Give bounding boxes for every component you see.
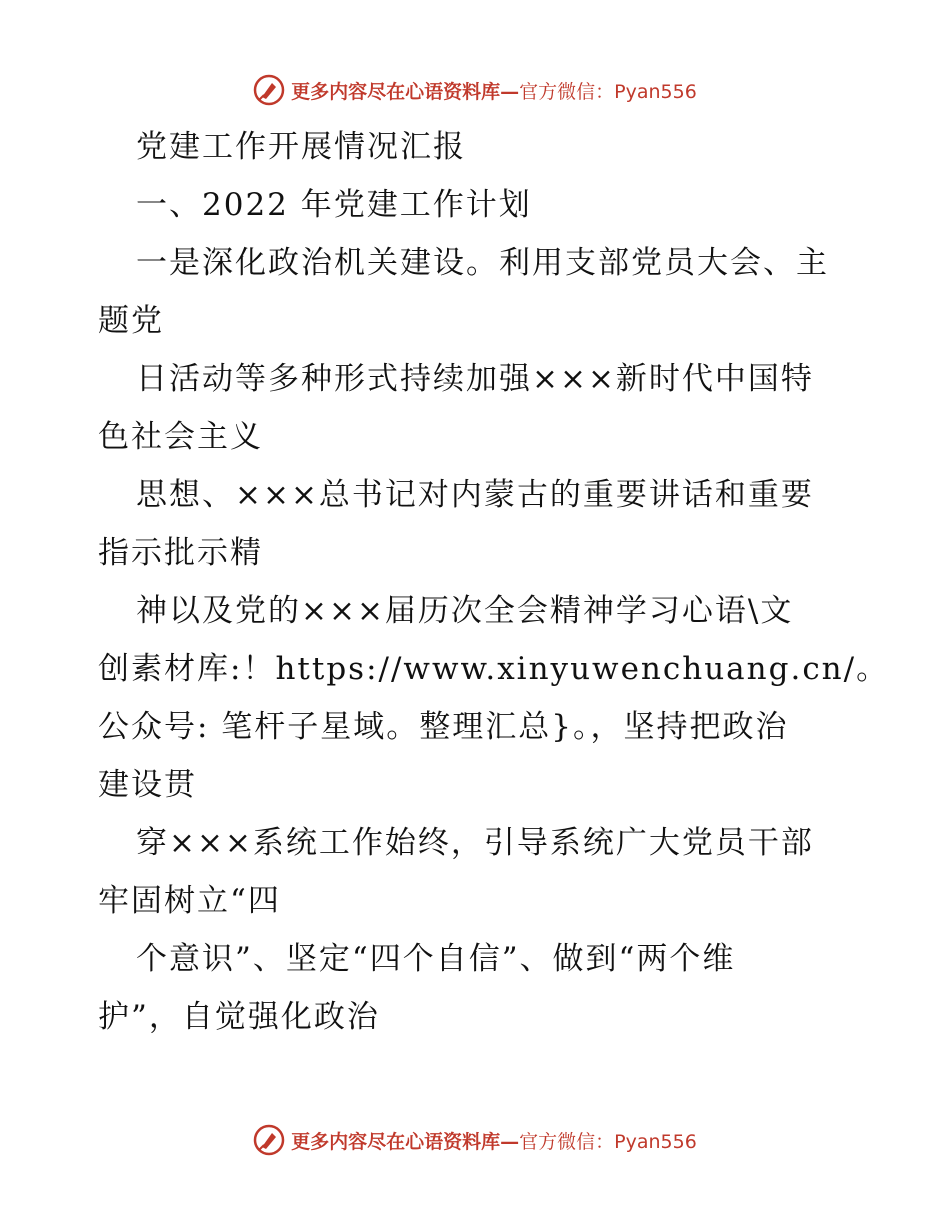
footer-banner	[0, 1120, 950, 1160]
document-body	[98, 118, 890, 1046]
paragraph-line: 牢固树立“四	[98, 883, 281, 919]
document-title: 党建工作开展情况汇报	[136, 129, 466, 165]
paragraph-line: 建设贯	[98, 767, 197, 803]
section-heading: 一、2022 年党建工作计划	[136, 187, 532, 223]
paragraph-line: 穿×××系统工作始终，引导系统广大党员干部	[136, 825, 814, 861]
paragraph-line: 题党	[98, 303, 164, 339]
paragraph-line: 护”，自觉强化政治	[98, 999, 380, 1035]
banner-site-text: 更多内容尽在心语资料库—	[291, 80, 520, 103]
banner-wechat-text: 官方微信：Pyan556	[519, 1130, 697, 1153]
paragraph-line: 创素材库:！https://www.xinyuwenchuang.cn/。	[98, 651, 890, 687]
fountain-pen-logo-icon	[253, 74, 285, 106]
header-banner	[0, 70, 950, 110]
paragraph-line: 公众号: 笔杆子星域。整理汇总}。，坚持把政治	[98, 709, 789, 745]
banner-wechat-text: 官方微信：Pyan556	[519, 80, 697, 103]
fountain-pen-logo-icon	[253, 1124, 285, 1156]
paragraph-line: 一是深化政治机关建设。利用支部党员大会、主	[136, 245, 829, 281]
paragraph-line: 指示批示精	[98, 535, 263, 571]
paragraph-line: 个意识”、坚定“四个自信”、做到“两个维	[136, 941, 736, 977]
paragraph-line: 色社会主义	[98, 419, 263, 455]
paragraph-line: 神以及党的×××届历次全会精神学习心语\文	[136, 593, 794, 629]
paragraph-line: 日活动等多种形式持续加强×××新时代中国特	[136, 361, 814, 397]
paragraph-line: 思想、×××总书记对内蒙古的重要讲话和重要	[136, 477, 814, 513]
banner-site-text: 更多内容尽在心语资料库—	[291, 1130, 520, 1153]
